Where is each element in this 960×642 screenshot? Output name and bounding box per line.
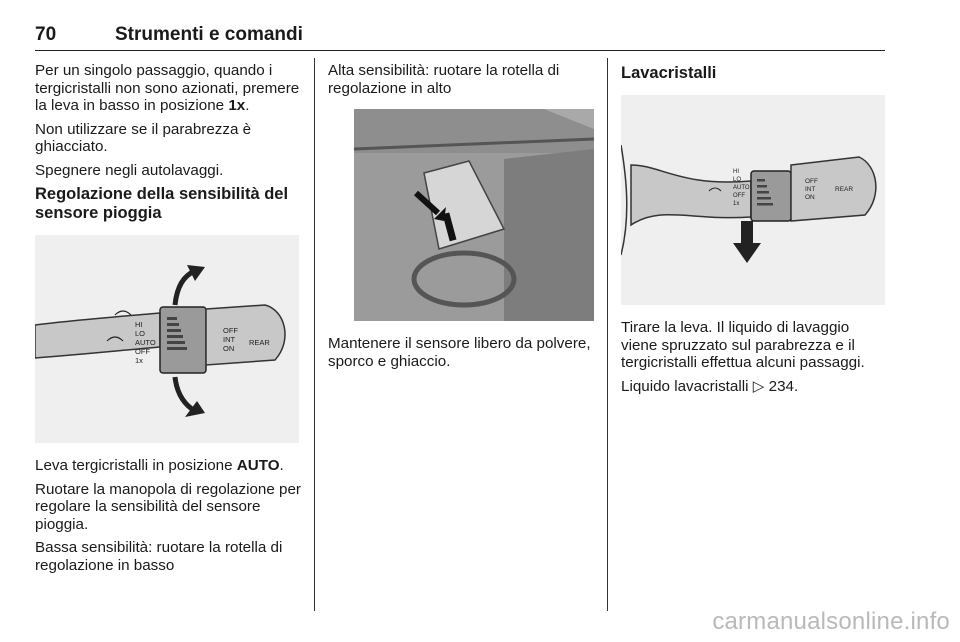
paragraph: Mantenere il sensore libero da polvere, sporco e ghiaccio.: [328, 335, 591, 370]
lever-label: 1x: [135, 356, 143, 365]
lever-label: LO: [733, 177, 742, 183]
column-3: [621, 62, 886, 401]
page-reference[interactable]: 234.: [768, 377, 799, 395]
rain-sensor-photo-figure: [354, 109, 594, 321]
lever-label: OFF: [733, 193, 745, 199]
section-heading: Lavacristalli: [621, 64, 717, 82]
chapter-title: Strumenti e comandi: [115, 24, 303, 45]
sensitivity-ring: [160, 307, 206, 373]
bold-term: 1x: [228, 97, 246, 114]
section-heading: Regolazione della sensibilità del sensore pioggia: [35, 185, 289, 222]
control-ring: [751, 171, 791, 221]
paragraph: Liquido lavacristalli ▷ 234.: [621, 377, 799, 395]
paragraph: Non utilizzare se il parabrezza è ghiacciato.: [35, 120, 252, 155]
column-divider: [607, 58, 608, 611]
lever-label: ON: [805, 194, 815, 201]
paragraph: Spegnere negli autolavaggi.: [35, 161, 224, 179]
lever-label: AUTO: [733, 185, 750, 191]
paragraph: Tirare la leva. Il liquido di lavaggio viene spruzzato sul parabrezza e il tergicristalli effettua alcuni passaggi.: [621, 319, 865, 371]
paragraph: Leva tergicristalli in posizione AUTO.: [35, 457, 284, 474]
column-2: [328, 62, 596, 376]
lever-label: REAR: [249, 338, 270, 347]
column-divider: [314, 58, 315, 611]
lever-label: INT: [805, 186, 816, 193]
lever-label: OFF: [135, 347, 150, 356]
wiper-lever-rotate-figure: [35, 235, 299, 443]
watermark: carmanualsonline.info: [712, 608, 950, 635]
paragraph: Bassa sensibilità: ruotare la rotella di regolazione in basso: [35, 539, 283, 574]
lever-label: HI: [135, 320, 143, 329]
lever-label: REAR: [835, 186, 854, 193]
washer-lever-figure: [621, 95, 885, 305]
lever-label: OFF: [223, 326, 238, 335]
lever-label: HI: [733, 169, 739, 175]
page-reference-icon: ▷: [752, 377, 765, 395]
paragraph: Per un singolo passaggio, quando i tergicristalli non sono azionati, premere la leva in basso in posizione 1x.: [35, 62, 300, 114]
page-header: [35, 24, 885, 51]
lever-label: ON: [223, 344, 235, 353]
column-1: [35, 62, 301, 580]
lever-label: INT: [223, 335, 236, 344]
paragraph: Ruotare la manopola di regolazione per regolare la sensibilità del sensore pioggia.: [35, 480, 301, 533]
paragraph: Alta sensibilità: ruotare la rotella di regolazione in alto: [328, 62, 560, 97]
lever-label: AUTO: [135, 338, 156, 347]
bold-term: AUTO: [236, 457, 280, 474]
lever-label: OFF: [805, 178, 818, 185]
lever-label: 1x: [733, 201, 740, 207]
page-number: 70: [35, 24, 57, 45]
lever-label: LO: [135, 329, 146, 338]
